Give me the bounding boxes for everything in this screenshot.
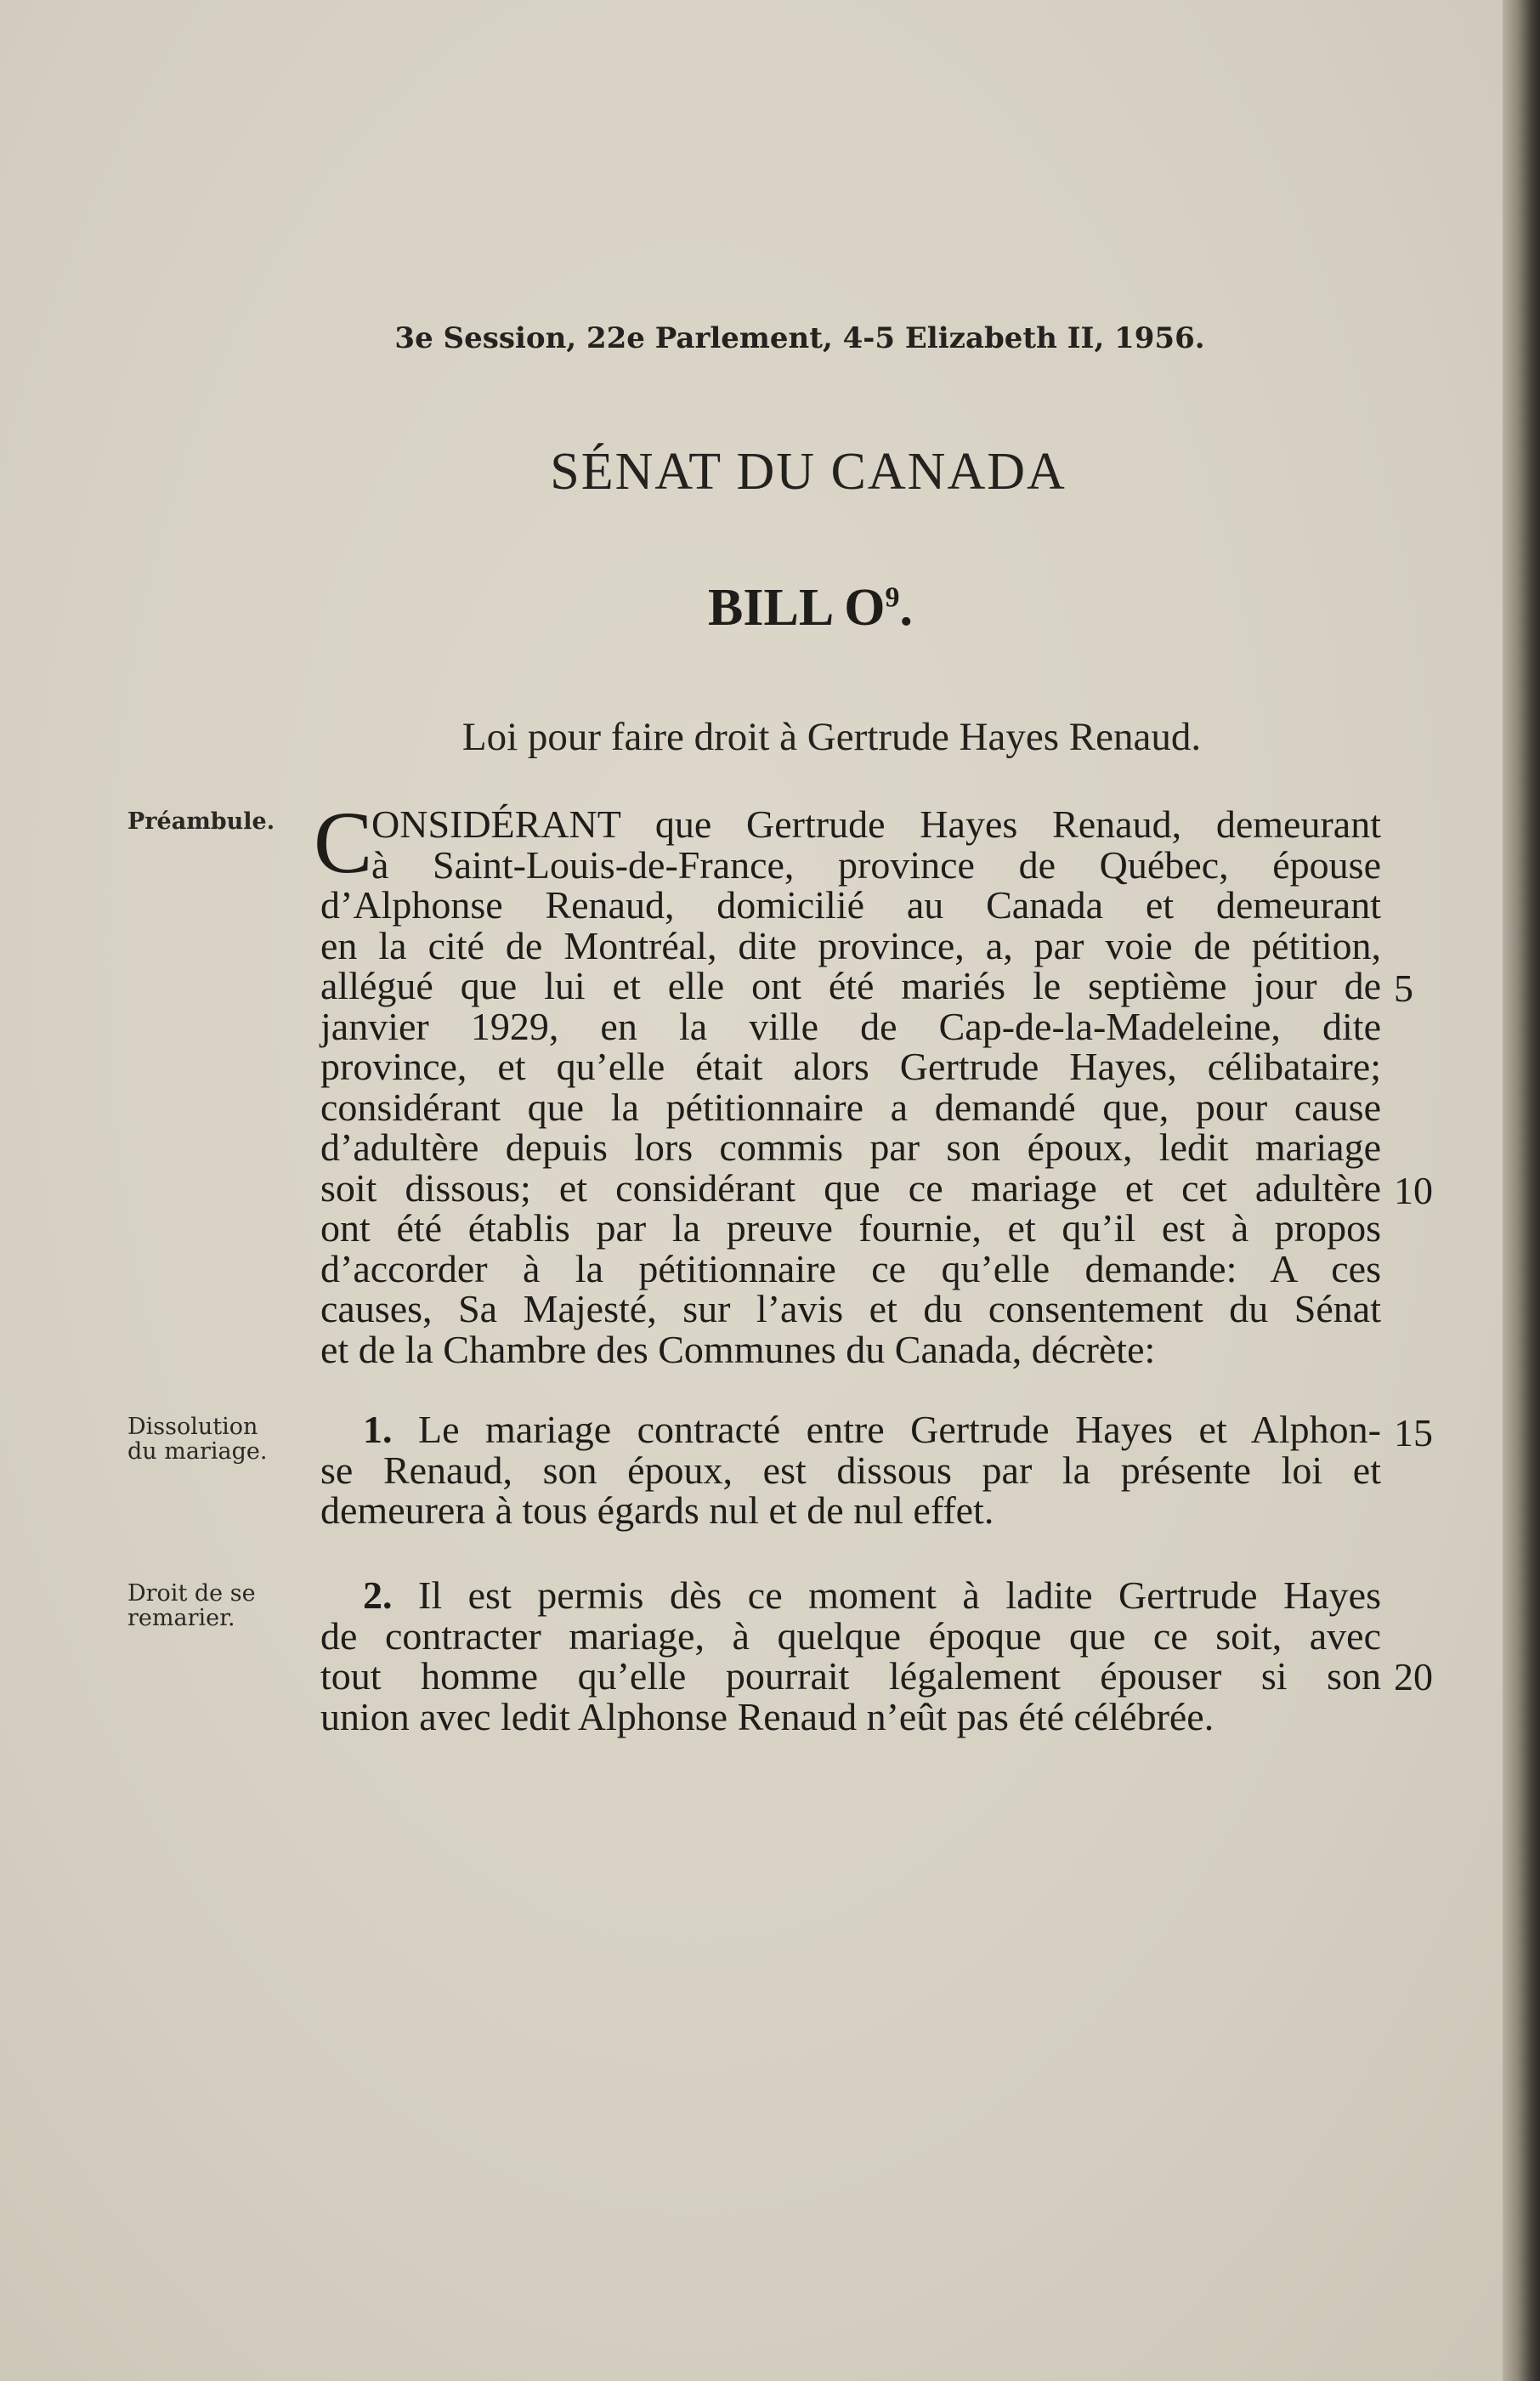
preamble-line: ont été établis par la preuve fournie, et qu’il est à propos xyxy=(320,1206,1381,1250)
preamble-line: d’Alphonse Renaud, domicilié au Canada et demeurant xyxy=(320,883,1381,927)
preamble-line: et de la Chambre des Communes du Canada, décrète: xyxy=(320,1327,1156,1371)
section-2 xyxy=(320,1575,1381,1737)
margin-note-dissolution-line2: du mariage. xyxy=(127,1438,268,1465)
section-2-number: 2. xyxy=(363,1573,393,1617)
preamble-line: en la cité de Montréal, dite province, a, par voie de pétition, xyxy=(320,923,1381,967)
bill-period: . xyxy=(899,579,913,637)
senate-title: SÉNAT DU CANADA xyxy=(550,443,1067,501)
bill-number-superscript: 9 xyxy=(885,581,900,614)
section-2-line: de contracter mariage, à quelque époque que ce soit, avec xyxy=(320,1613,1381,1658)
section-1-number: 1. xyxy=(363,1408,393,1451)
preamble-line: janvier 1929, en la ville de Cap-de-la-Madeleine, dite xyxy=(320,1004,1381,1048)
line-number-20: 20 xyxy=(1394,1655,1433,1698)
act-title: Loi pour faire droit à Gertrude Hayes Renaud. xyxy=(461,715,1202,759)
section-1 xyxy=(320,1409,1381,1531)
margin-note-remarry-line1: Droit de se xyxy=(127,1580,256,1607)
drop-cap: C xyxy=(314,794,373,892)
preamble-line: considérant que la pétitionnaire a demandé que, pour cause xyxy=(320,1085,1381,1129)
section-2-line xyxy=(320,1575,1381,1616)
section-1-line: se Renaud, son époux, est dissous par la présente loi et xyxy=(320,1448,1381,1492)
margin-note-dissolution-line1: Dissolution xyxy=(127,1414,258,1440)
preamble-line: soit dissous; et considérant que ce mariage et cet adultère xyxy=(320,1165,1381,1210)
preamble-paragraph xyxy=(314,794,1381,1371)
preamble-line: causes, Sa Majesté, sur l’avis et du consentement du Sénat xyxy=(320,1287,1381,1330)
section-1-line: demeurera à tous égards nul et de nul effet. xyxy=(320,1488,994,1532)
session-header: 3e Session, 22e Parlement, 4-5 Elizabeth II, 1956. xyxy=(394,321,1205,355)
section-2-line: union avec ledit Alphonse Renaud n’eût pas été célébrée. xyxy=(320,1694,1214,1738)
margin-note-remarry xyxy=(127,1581,297,1630)
margin-note-remarry-line2: remarier. xyxy=(127,1605,235,1631)
preamble-line: à Saint-Louis-de-France, province de Québec, épouse xyxy=(371,842,1381,887)
preamble-line: d’accorder à la pétitionnaire ce qu’elle demande: A ces xyxy=(320,1246,1381,1290)
section-2-line-text: Il est permis dès ce moment à ladite Gertrude Hayes xyxy=(392,1573,1381,1617)
preamble-line: allégué que lui et elle ont été mariés le septième jour de xyxy=(320,964,1381,1007)
line-number-5: 5 xyxy=(1394,967,1413,1010)
section-2-line: tout homme qu’elle pourrait légalement épouser si son xyxy=(320,1654,1381,1698)
margin-note-dissolution xyxy=(127,1414,297,1464)
bill-label: BILL O xyxy=(708,579,886,637)
margin-note-preamble: Préambule. xyxy=(127,808,275,835)
line-number-10: 10 xyxy=(1394,1169,1433,1212)
preamble-line: ONSIDÉRANT que Gertrude Hayes Renaud, demeurant xyxy=(371,802,1381,846)
preamble-line: province, et qu’elle était alors Gertrude Hayes, célibataire; xyxy=(320,1045,1381,1088)
section-1-line xyxy=(320,1409,1381,1450)
preamble-line: d’adultère depuis lors commis par son époux, ledit mariage xyxy=(320,1125,1381,1169)
bill-title xyxy=(0,578,1540,638)
book-spine-shadow xyxy=(1503,0,1540,2381)
section-1-line-text: Le mariage contracté entre Gertrude Hayes et Alphon- xyxy=(392,1408,1381,1451)
line-number-15: 15 xyxy=(1394,1411,1433,1454)
